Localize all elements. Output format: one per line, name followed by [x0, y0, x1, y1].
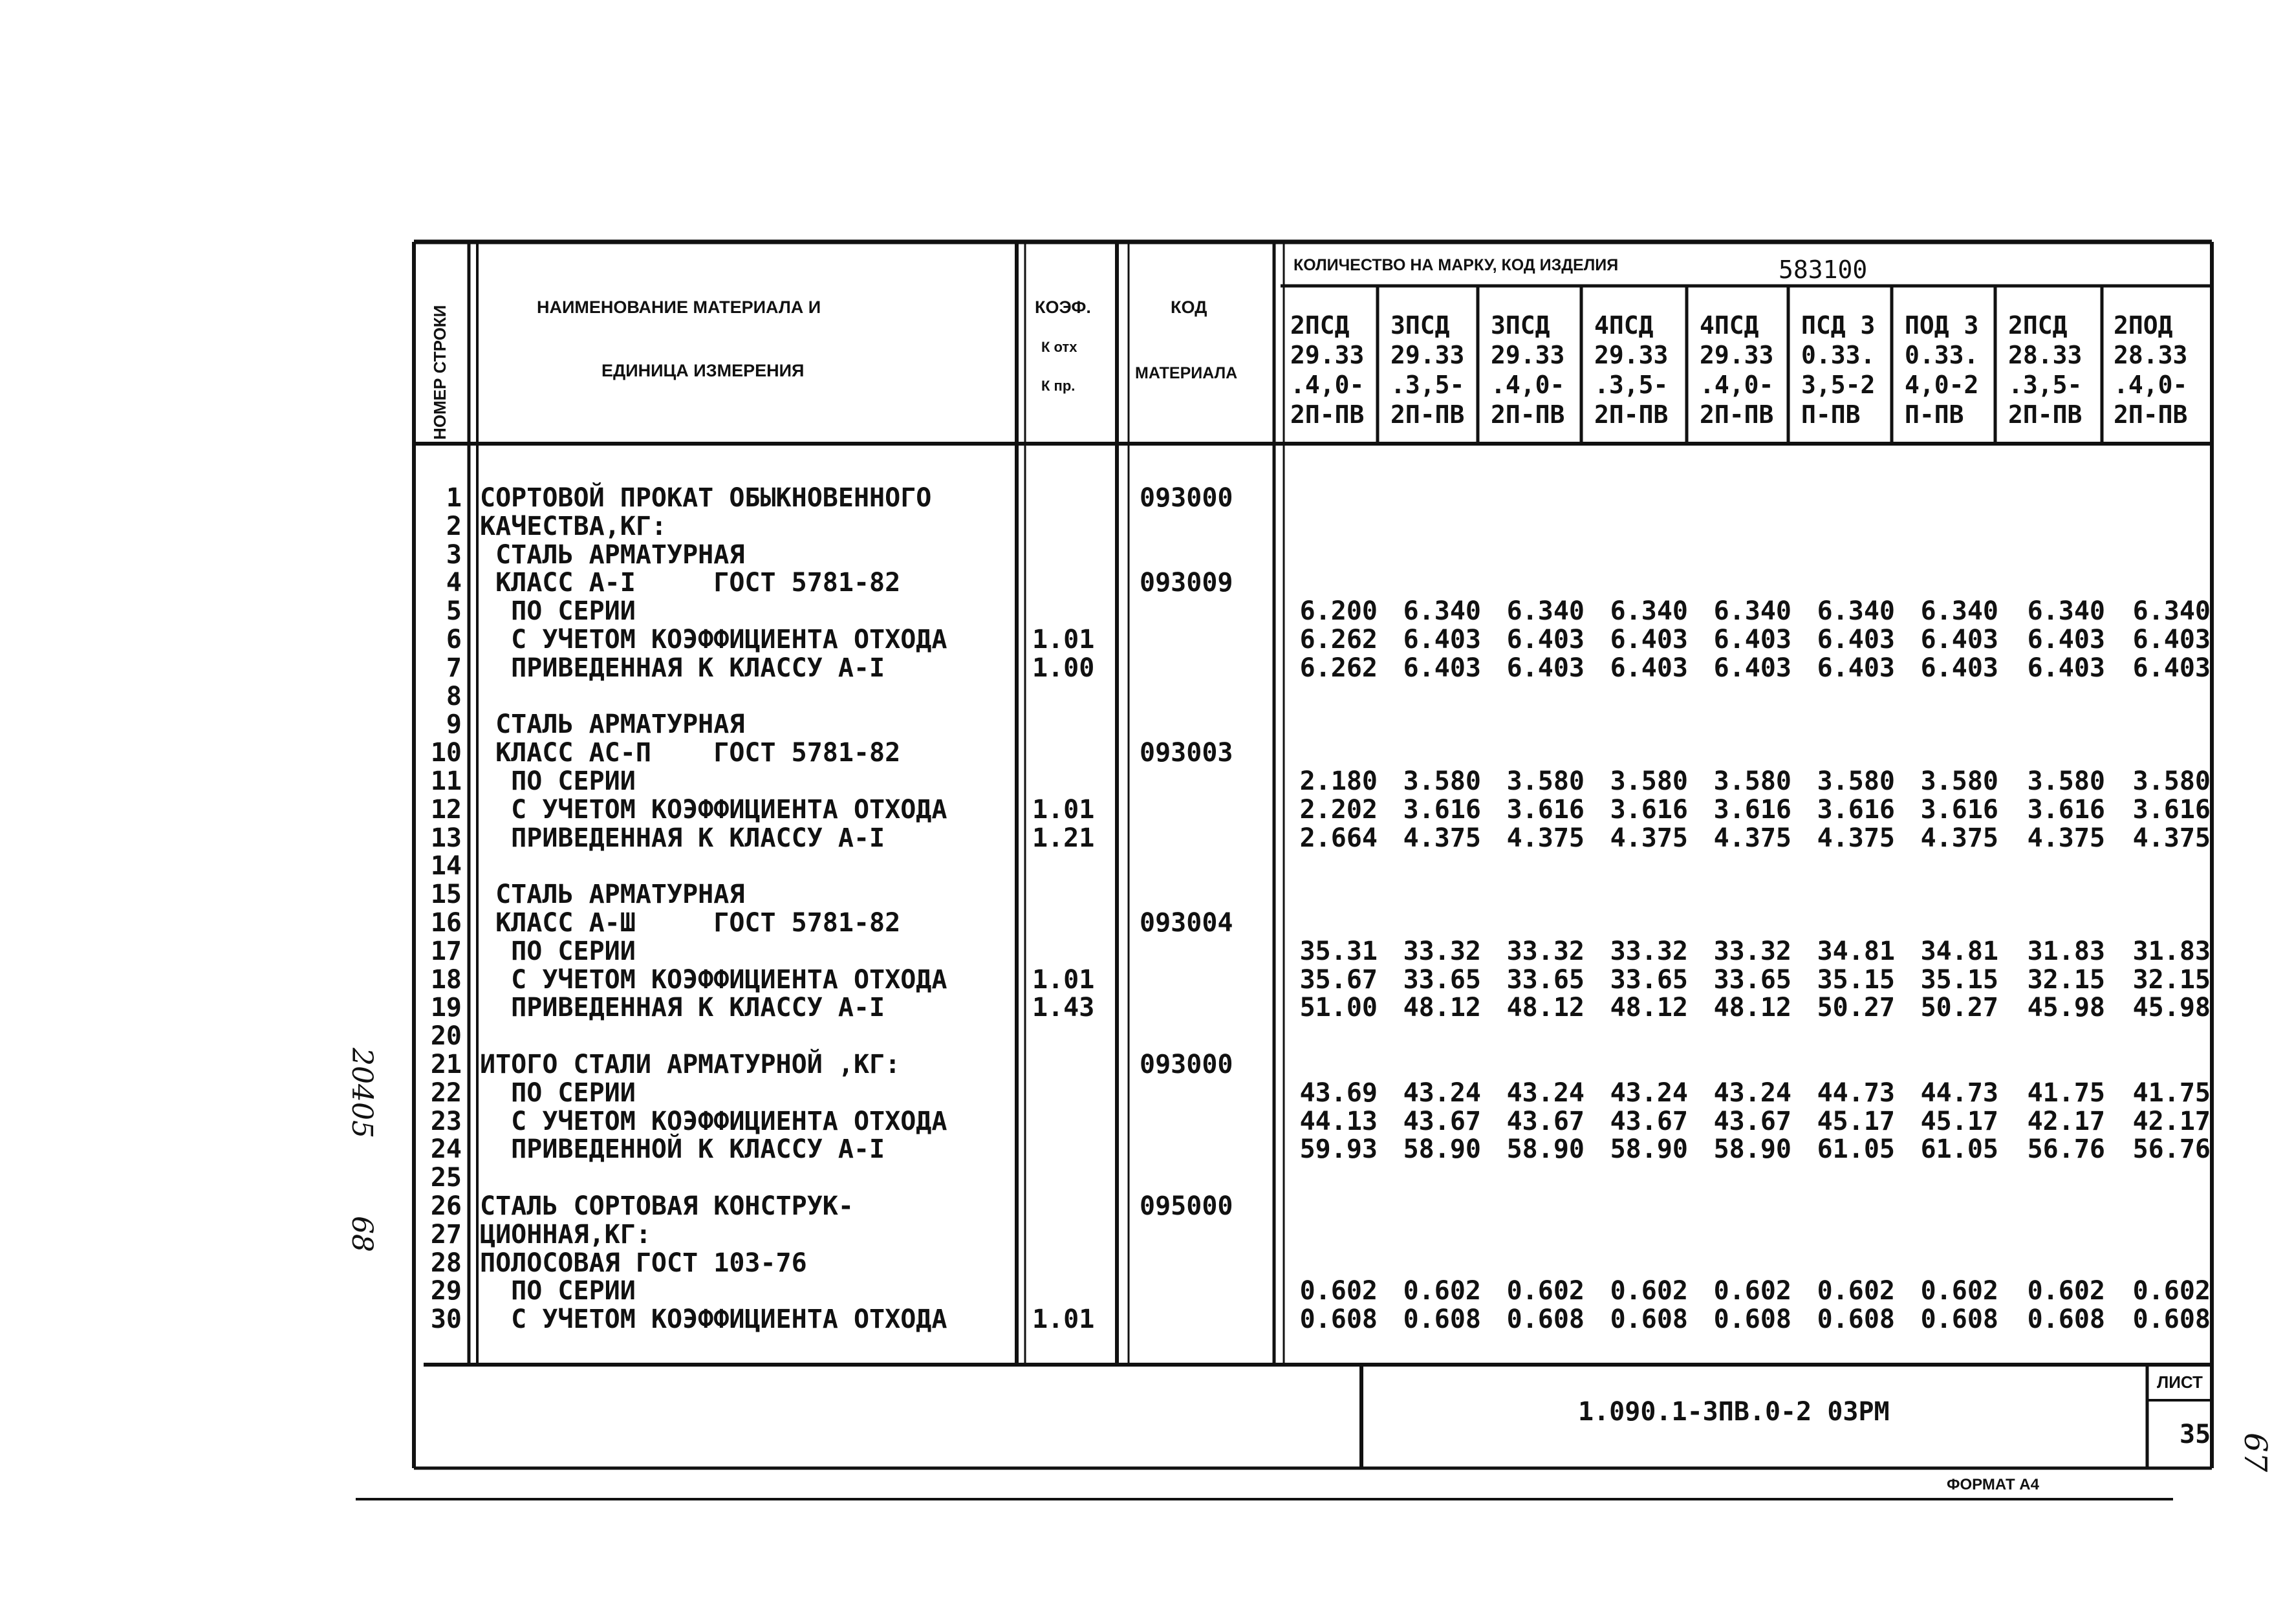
- quantity-cell: 3.616: [1817, 794, 1895, 825]
- quantity-cell: 0.602: [2132, 1276, 2211, 1306]
- table-row: [0, 1305, 2283, 1334]
- material-header-line1: НАИМЕНОВАНИЕ МАТЕРИАЛА И: [537, 298, 821, 317]
- quantity-cell: 42.17: [2132, 1106, 2211, 1136]
- table-row: [0, 767, 2283, 796]
- quantity-cell: 6.403: [1713, 625, 1791, 655]
- material-name: ПОЛОСОВАЯ ГОСТ 103-76: [480, 1248, 807, 1278]
- product-code: 583100: [1779, 255, 1868, 284]
- quantity-cell: 4.375: [1920, 823, 1998, 853]
- row-number: 2: [446, 511, 462, 541]
- row-number: 19: [430, 993, 462, 1023]
- quantity-cell: 0.608: [1299, 1305, 1378, 1335]
- quantity-cell: 61.05: [1817, 1134, 1895, 1165]
- coefficient: 1.01: [1032, 1305, 1095, 1335]
- row-number: 8: [446, 681, 462, 711]
- quantity-cell: 6.340: [1506, 596, 1585, 627]
- row-number: 15: [430, 880, 462, 910]
- material-name: ПРИВЕДЕННАЯ К КЛАССУ А-I: [480, 653, 885, 683]
- quantity-cell: 6.340: [1403, 596, 1481, 627]
- column-header-3: 3ПСД 29.33 .4,0- 2П-ПВ: [1491, 311, 1565, 429]
- table-row: [0, 484, 2283, 512]
- row-number: 12: [430, 794, 462, 825]
- code-header-line1: КОД: [1171, 298, 1207, 317]
- row-number: 17: [430, 936, 462, 966]
- table-row: [0, 568, 2283, 597]
- quantity-cell: 35.67: [1299, 964, 1378, 995]
- material-name: СОРТОВОЙ ПРОКАТ ОБЫКНОВЕННОГО: [480, 483, 932, 513]
- quantity-cell: 0.602: [1920, 1276, 1998, 1306]
- table-row: [0, 796, 2283, 824]
- quantity-cell: 33.32: [1506, 936, 1585, 966]
- quantity-cell: 3.580: [2132, 766, 2211, 796]
- material-name: ПРИВЕДЕННОЙ К КЛАССУ А-I: [480, 1134, 885, 1165]
- quantity-cell: 6.340: [1920, 596, 1998, 627]
- quantity-cell: 43.24: [1403, 1077, 1481, 1108]
- quantity-cell: 6.340: [2132, 596, 2211, 627]
- row-number: 22: [430, 1077, 462, 1108]
- column-header-8: 2ПСД 28.33 .3,5- 2П-ПВ: [2008, 311, 2083, 429]
- quantity-cell: 3.580: [1817, 766, 1895, 796]
- quantity-cell: 0.608: [1713, 1305, 1791, 1335]
- column-header-5: 4ПСД 29.33 .4,0- 2П-ПВ: [1700, 311, 1774, 429]
- quantity-cell: 42.17: [2027, 1106, 2105, 1136]
- quantity-cell: 45.17: [1920, 1106, 1998, 1136]
- coef-header-line2: К отх: [1041, 339, 1077, 355]
- row-number: 1: [446, 483, 462, 513]
- quantity-cell: 32.15: [2027, 964, 2105, 995]
- material-name: ПО СЕРИИ: [480, 936, 636, 966]
- quantity-cell: 3.580: [1610, 766, 1688, 796]
- row-number: 30: [430, 1305, 462, 1335]
- quantity-cell: 3.616: [2132, 794, 2211, 825]
- row-number: 29: [430, 1276, 462, 1306]
- material-code: 093000: [1140, 1050, 1233, 1079]
- quantity-cell: 33.32: [1713, 936, 1791, 966]
- material-code: 093003: [1140, 738, 1233, 768]
- table-row: [0, 625, 2283, 654]
- column-header-6: ПСД 3 0.33. 3,5-2 П-ПВ: [1801, 311, 1876, 429]
- quantity-cell: 43.69: [1299, 1077, 1378, 1108]
- table-row: [0, 1249, 2283, 1277]
- quantity-cell: 6.403: [1817, 653, 1895, 683]
- quantity-cell: 6.340: [1713, 596, 1791, 627]
- column-header-7: ПОД 3 0.33. 4,0-2 П-ПВ: [1905, 311, 1979, 429]
- table-row: [0, 1277, 2283, 1305]
- quantity-cell: 3.616: [1920, 794, 1998, 825]
- quantity-cell: 0.608: [1920, 1305, 1998, 1335]
- quantity-cell: 6.403: [1920, 625, 1998, 655]
- quantity-cell: 4.375: [2132, 823, 2211, 853]
- quantity-cell: 45.98: [2027, 993, 2105, 1023]
- quantity-cell: 0.608: [2027, 1305, 2105, 1335]
- row-number: 6: [446, 625, 462, 655]
- quantity-cell: 4.375: [1506, 823, 1585, 853]
- material-name: С УЧЕТОМ КОЭФФИЦИЕНТА ОТХОДА: [480, 1106, 947, 1136]
- coefficient: 1.01: [1032, 794, 1095, 825]
- quantity-cell: 33.32: [1610, 936, 1688, 966]
- material-name: КЛАСС АС-П ГОСТ 5781-82: [480, 738, 901, 768]
- quantity-cell: 44.73: [1817, 1077, 1895, 1108]
- quantity-cell: 0.602: [1713, 1276, 1791, 1306]
- table-row: [0, 993, 2283, 1022]
- quantity-cell: 34.81: [1920, 936, 1998, 966]
- material-name: ИТОГО СТАЛИ АРМАТУРНОЙ ,КГ:: [480, 1050, 901, 1079]
- row-number: 24: [430, 1134, 462, 1165]
- quantity-cell: 6.340: [2027, 596, 2105, 627]
- quantity-cell: 6.340: [1610, 596, 1688, 627]
- quantity-cell: 3.580: [1713, 766, 1791, 796]
- row-number: 16: [430, 908, 462, 938]
- quantity-cell: 43.24: [1713, 1077, 1791, 1108]
- coefficient: 1.01: [1032, 964, 1095, 995]
- table-row: [0, 1192, 2283, 1220]
- coef-header-line3: К пр.: [1041, 378, 1076, 394]
- quantity-cell: 3.616: [1403, 794, 1481, 825]
- quantity-cell: 43.24: [1506, 1077, 1585, 1108]
- material-name: ПРИВЕДЕННАЯ К КЛАССУ А-I: [480, 823, 885, 853]
- quantity-cell: 6.403: [1610, 625, 1688, 655]
- row-number: 27: [430, 1219, 462, 1250]
- coefficient: 1.01: [1032, 625, 1095, 655]
- table-row: [0, 824, 2283, 852]
- row-number: 14: [430, 851, 462, 882]
- material-code: 093009: [1140, 568, 1233, 598]
- quantity-cell: 3.616: [1610, 794, 1688, 825]
- material-name: С УЧЕТОМ КОЭФФИЦИЕНТА ОТХОДА: [480, 964, 947, 995]
- row-number: 18: [430, 964, 462, 995]
- table-row: [0, 880, 2283, 909]
- column-header-1: 2ПСД 29.33 .4,0- 2П-ПВ: [1290, 311, 1365, 429]
- column-header-9: 2ПОД 28.33 .4,0- 2П-ПВ: [2114, 311, 2188, 429]
- row-number: 4: [446, 568, 462, 598]
- row-number: 3: [446, 539, 462, 570]
- quantity-cell: 43.67: [1610, 1106, 1688, 1136]
- quantity-cell: 2.202: [1299, 794, 1378, 825]
- quantity-cell: 6.403: [2132, 653, 2211, 683]
- quantity-cell: 0.608: [1403, 1305, 1481, 1335]
- quantity-cell: 6.403: [2027, 625, 2105, 655]
- row-number: 20: [430, 1021, 462, 1052]
- quantity-cell: 0.602: [2027, 1276, 2105, 1306]
- coefficient: 1.21: [1032, 823, 1095, 853]
- quantity-cell: 6.340: [1817, 596, 1895, 627]
- quantity-cell: 3.580: [1506, 766, 1585, 796]
- quantity-cell: 3.616: [2027, 794, 2105, 825]
- quantity-cell: 33.65: [1610, 964, 1688, 995]
- quantity-cell: 6.403: [1403, 653, 1481, 683]
- quantity-cell: 0.608: [1610, 1305, 1688, 1335]
- quantity-cell: 3.616: [1506, 794, 1585, 825]
- row-number: 13: [430, 823, 462, 853]
- material-name: СТАЛЬ АРМАТУРНАЯ: [480, 709, 745, 740]
- quantity-cell: 35.15: [1817, 964, 1895, 995]
- row-number: 25: [430, 1163, 462, 1193]
- quantity-cell: 48.12: [1403, 993, 1481, 1023]
- quantity-cell: 48.12: [1610, 993, 1688, 1023]
- material-name: СТАЛЬ СОРТОВАЯ КОНСТРУК-: [480, 1191, 854, 1221]
- material-code: 093004: [1140, 908, 1233, 938]
- quantity-cell: 44.73: [1920, 1077, 1998, 1108]
- sheet-label: ЛИСТ: [2157, 1372, 2203, 1392]
- table-row: [0, 654, 2283, 682]
- quantity-cell: 50.27: [1920, 993, 1998, 1023]
- quantity-cell: 6.403: [2132, 625, 2211, 655]
- quantity-cell: 0.602: [1299, 1276, 1378, 1306]
- row-number: 21: [430, 1050, 462, 1079]
- table-row: [0, 739, 2283, 767]
- quantity-cell: 6.403: [1713, 653, 1791, 683]
- quantity-cell: 6.403: [1610, 653, 1688, 683]
- quantity-cell: 34.81: [1817, 936, 1895, 966]
- table-row: [0, 512, 2283, 541]
- material-name: КАЧЕСТВА,КГ:: [480, 511, 667, 541]
- table-row: [0, 1164, 2283, 1192]
- table-row: [0, 541, 2283, 569]
- material-code: 093000: [1140, 483, 1233, 513]
- material-name: КЛАСС А-Ш ГОСТ 5781-82: [480, 908, 901, 938]
- quantity-cell: 6.262: [1299, 653, 1378, 683]
- quantity-cell: 6.403: [1817, 625, 1895, 655]
- row-number: 11: [430, 766, 462, 796]
- quantity-cell: 4.375: [1713, 823, 1791, 853]
- table-row: [0, 1135, 2283, 1164]
- quantity-cell: 32.15: [2132, 964, 2211, 995]
- quantity-cell: 56.76: [2132, 1134, 2211, 1165]
- code-header-line2: МАТЕРИАЛА: [1135, 364, 1238, 382]
- quantity-cell: 44.13: [1299, 1106, 1378, 1136]
- material-name: С УЧЕТОМ КОЭФФИЦИЕНТА ОТХОДА: [480, 625, 947, 655]
- quantity-header: КОЛИЧЕСТВО НА МАРКУ, КОД ИЗДЕЛИЯ: [1293, 256, 1619, 274]
- material-name: ЦИОННАЯ,КГ:: [480, 1219, 651, 1250]
- coefficient: 1.43: [1032, 993, 1095, 1023]
- material-name: СТАЛЬ АРМАТУРНАЯ: [480, 539, 745, 570]
- quantity-cell: 41.75: [2132, 1077, 2211, 1108]
- document-code: 1.090.1-3ПВ.0-2 03РМ: [1578, 1397, 1890, 1427]
- row-number: 26: [430, 1191, 462, 1221]
- quantity-cell: 48.12: [1506, 993, 1585, 1023]
- quantity-cell: 58.90: [1403, 1134, 1481, 1165]
- quantity-cell: 43.67: [1506, 1106, 1585, 1136]
- quantity-cell: 4.375: [2027, 823, 2105, 853]
- quantity-cell: 6.403: [1403, 625, 1481, 655]
- quantity-cell: 33.65: [1506, 964, 1585, 995]
- coefficient: 1.00: [1032, 653, 1095, 683]
- material-code: 095000: [1140, 1191, 1233, 1221]
- quantity-cell: 6.403: [1506, 625, 1585, 655]
- quantity-cell: 0.602: [1817, 1276, 1895, 1306]
- quantity-cell: 3.580: [1920, 766, 1998, 796]
- quantity-cell: 6.403: [1506, 653, 1585, 683]
- table-row: [0, 1050, 2283, 1079]
- quantity-cell: 0.608: [1817, 1305, 1895, 1335]
- quantity-cell: 43.24: [1610, 1077, 1688, 1108]
- coef-header-line1: КОЭФ.: [1035, 298, 1091, 317]
- quantity-cell: 4.375: [1403, 823, 1481, 853]
- table-row: [0, 597, 2283, 625]
- quantity-cell: 31.83: [2132, 936, 2211, 966]
- material-name: ПРИВЕДЕННАЯ К КЛАССУ А-I: [480, 993, 885, 1023]
- table-row: [0, 966, 2283, 994]
- quantity-cell: 35.31: [1299, 936, 1378, 966]
- quantity-cell: 3.580: [1403, 766, 1481, 796]
- table-row: [0, 937, 2283, 966]
- table-row: [0, 909, 2283, 937]
- row-number: 7: [446, 653, 462, 683]
- table-row: [0, 682, 2283, 711]
- column-header-2: 3ПСД 29.33 .3,5- 2П-ПВ: [1390, 311, 1465, 429]
- table-row: [0, 852, 2283, 880]
- quantity-cell: 2.664: [1299, 823, 1378, 853]
- quantity-cell: 3.580: [2027, 766, 2105, 796]
- quantity-cell: 6.200: [1299, 596, 1378, 627]
- material-name: С УЧЕТОМ КОЭФФИЦИЕНТА ОТХОДА: [480, 794, 947, 825]
- material-name: КЛАСС А-I ГОСТ 5781-82: [480, 568, 901, 598]
- sheet-number: 35: [2180, 1420, 2211, 1449]
- table-row: [0, 1107, 2283, 1136]
- material-name: ПО СЕРИИ: [480, 596, 636, 627]
- material-name: ПО СЕРИИ: [480, 766, 636, 796]
- quantity-cell: 6.403: [1920, 653, 1998, 683]
- quantity-cell: 41.75: [2027, 1077, 2105, 1108]
- table-row: [0, 1220, 2283, 1249]
- quantity-cell: 43.67: [1713, 1106, 1791, 1136]
- quantity-cell: 35.15: [1920, 964, 1998, 995]
- quantity-cell: 2.180: [1299, 766, 1378, 796]
- quantity-cell: 0.602: [1506, 1276, 1585, 1306]
- quantity-cell: 50.27: [1817, 993, 1895, 1023]
- quantity-cell: 6.262: [1299, 625, 1378, 655]
- material-name: ПО СЕРИИ: [480, 1276, 636, 1306]
- quantity-cell: 51.00: [1299, 993, 1378, 1023]
- quantity-cell: 0.608: [1506, 1305, 1585, 1335]
- material-name: СТАЛЬ АРМАТУРНАЯ: [480, 880, 745, 910]
- format-label: ФОРМАТ А4: [1947, 1476, 2039, 1493]
- quantity-cell: 45.17: [1817, 1106, 1895, 1136]
- quantity-cell: 0.602: [1403, 1276, 1481, 1306]
- row-number: 23: [430, 1106, 462, 1136]
- table-row: [0, 1079, 2283, 1107]
- row-number: 28: [430, 1248, 462, 1278]
- table-row: [0, 1022, 2283, 1050]
- quantity-cell: 56.76: [2027, 1134, 2105, 1165]
- quantity-cell: 61.05: [1920, 1134, 1998, 1165]
- quantity-cell: 45.98: [2132, 993, 2211, 1023]
- quantity-cell: 59.93: [1299, 1134, 1378, 1165]
- quantity-cell: 3.616: [1713, 794, 1791, 825]
- row-number: 5: [446, 596, 462, 627]
- quantity-cell: 0.602: [1610, 1276, 1688, 1306]
- quantity-cell: 6.403: [2027, 653, 2105, 683]
- quantity-cell: 48.12: [1713, 993, 1791, 1023]
- quantity-cell: 43.67: [1403, 1106, 1481, 1136]
- row-number: 10: [430, 738, 462, 768]
- quantity-cell: 33.32: [1403, 936, 1481, 966]
- row-number: 9: [446, 709, 462, 740]
- quantity-cell: 33.65: [1713, 964, 1791, 995]
- quantity-cell: 58.90: [1610, 1134, 1688, 1165]
- quantity-cell: 4.375: [1610, 823, 1688, 853]
- material-name: ПО СЕРИИ: [480, 1077, 636, 1108]
- quantity-cell: 0.608: [2132, 1305, 2211, 1335]
- quantity-cell: 33.65: [1403, 964, 1481, 995]
- table-row: [0, 710, 2283, 739]
- material-header-line2: ЕДИНИЦА ИЗМЕРЕНИЯ: [601, 361, 805, 380]
- quantity-cell: 58.90: [1713, 1134, 1791, 1165]
- quantity-cell: 4.375: [1817, 823, 1895, 853]
- quantity-cell: 58.90: [1506, 1134, 1585, 1165]
- quantity-cell: 31.83: [2027, 936, 2105, 966]
- column-header-4: 4ПСД 29.33 .3,5- 2П-ПВ: [1594, 311, 1669, 429]
- material-name: С УЧЕТОМ КОЭФФИЦИЕНТА ОТХОДА: [480, 1305, 947, 1335]
